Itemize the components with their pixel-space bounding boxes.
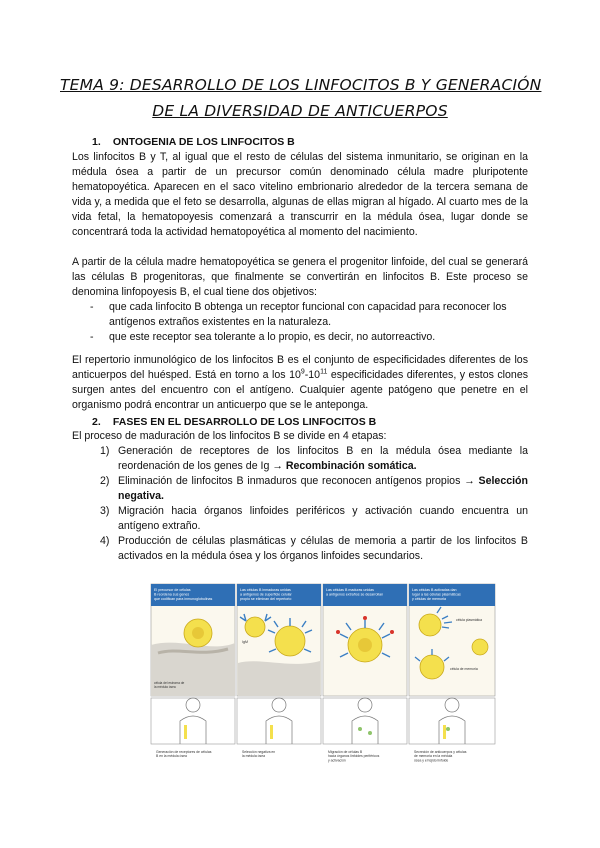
panel-header-text: Las células B maduras unidas a antígenos extraños se desarrollan — [326, 588, 384, 597]
antigen — [390, 630, 394, 634]
b-cell — [472, 639, 488, 655]
section-2-title: FASES EN EL DESARROLLO DE LOS LINFOCITOS B — [112, 416, 377, 428]
figure-panel-4 — [409, 584, 495, 696]
bone-marrow-highlight — [270, 725, 273, 739]
b-cell-development-figure — [150, 583, 496, 773]
list-item: - que este receptor sea tolerante a lo propio, es decir, no autorreactivo. — [90, 331, 436, 343]
superscript: 9 — [300, 368, 305, 376]
figure-panel-1 — [151, 584, 235, 696]
section-2-heading — [92, 416, 376, 428]
list-number: 4) — [100, 535, 110, 547]
figure-panel-3 — [323, 584, 407, 696]
title-line-2: DE LA DIVERSIDAD DE ANTICUERPOS — [152, 102, 448, 120]
section-2-number: 2. — [92, 416, 101, 428]
figure-caption-2: Selección negativa en la médula ósea — [242, 750, 276, 759]
lymphoid-organ — [446, 727, 450, 731]
panel-header-text: Las células B inmaduras unidas a antígenos de superficie celular propio se eliminan del repertorio — [240, 588, 292, 601]
paragraph-text-part: especificidades diferentes, y estos clones surgen antes del encuentro con el antígeno. Cualquier agente patógeno que penetre en el organismo podrá encontrar un anticuerpo que se le anteponga. — [72, 369, 529, 411]
plasma-cell — [419, 614, 441, 636]
figure-caption-3: Migración de células B hacia órganos linfoides periféricos y activación — [328, 750, 380, 763]
stages-list — [72, 444, 528, 564]
antigen — [336, 630, 340, 634]
self-binding-b-cell — [275, 626, 305, 656]
section-1-paragraph-2: A partir de la célula madre hematopoyética se genera el progenitor linfoide, del cual se generará las células B progenitoras, que finalmente se convertirán en linfocitos B. Este proceso se denomina linfopoyesis B, el cual tiene dos objetivos: — [72, 256, 528, 298]
list-item-bold: Recombinación somática. — [285, 460, 417, 472]
stromal-label: célula del estroma de la médula ósea — [154, 681, 185, 689]
lymphoid-organ — [368, 731, 372, 735]
bone-marrow-highlight — [443, 725, 446, 739]
figure-caption-1: Generación de receptores de células B en la médula ósea — [156, 750, 212, 759]
section-1-number: 1. — [92, 136, 101, 148]
paragraph-text-part: El repertorio inmunológico de los linfocitos B es el conjunto de especificidades diferentes de los anticuerpos del huésped. Está en torno a los 10 — [72, 354, 528, 381]
section-2-intro: El proceso de maduración de los linfocitos B se divide en 4 etapas: — [72, 430, 387, 442]
panel-header-text: Las células B activadas dan lugar a las células plasmáticas y células de memoria — [412, 588, 461, 601]
lymphoid-organ — [358, 727, 362, 731]
list-item — [72, 444, 528, 474]
list-item-text: Migración hacia órganos linfoides periféricos y activación cuando encuentra un antígeno extraño. — [118, 505, 528, 532]
immature-b-cell — [245, 617, 265, 637]
memory-cell — [420, 655, 444, 679]
body-panel — [409, 698, 495, 744]
stromal-cell-shape — [238, 661, 320, 696]
list-number: 3) — [100, 505, 110, 517]
list-number: 1) — [100, 445, 110, 457]
superscript: 11 — [320, 368, 328, 376]
title-line-1: TEMA 9: DESARROLLO DE LOS LINFOCITOS B Y GENERACIÓN — [60, 76, 542, 94]
body-panel — [323, 698, 407, 744]
memory-cell-label: célula de memoria — [450, 667, 478, 671]
list-item — [72, 534, 528, 564]
list-item — [72, 474, 528, 504]
plasma-cell-label: célula plasmática — [456, 618, 483, 622]
list-item — [72, 504, 528, 534]
panel-header-text: El precursor de células B reordena sus genes que codifican para inmunoglobulinas — [154, 588, 213, 601]
body-panel — [151, 698, 235, 744]
bone-marrow-highlight — [184, 725, 187, 739]
figure-caption-4: Secreción de anticuerpos y células de memoria en la médula ósea y el tejido linfoide — [414, 750, 467, 763]
nucleus — [192, 627, 204, 639]
section-1-title: ONTOGENIA DE LOS LINFOCITOS B — [112, 136, 295, 148]
section-1-heading — [92, 136, 295, 148]
list-number: 2) — [100, 475, 110, 487]
list-item-text: Eliminación de linfocitos B inmaduros que reconocen antígenos propios → — [118, 475, 479, 487]
objectives-list — [72, 300, 528, 345]
list-item: - que cada linfocito B obtenga un receptor funcional con capacidad para reconocer los antígenos extraños existentes en la naturaleza. — [90, 301, 507, 328]
antigen — [363, 616, 367, 620]
body-panel — [237, 698, 321, 744]
figure-panel-2 — [237, 584, 321, 696]
list-item-bold: Selección negativa. — [118, 475, 528, 502]
section-1-paragraph-1: Los linfocitos B y T, al igual que el resto de células del sistema inmunitario, se originan en la médula ósea a partir de un precursor común denominado célula madre pluripotente hematopoyética. Aparecen en el saco vitelino embrionario alrededor de la tercera semana de vida y, a medida que el feto se desarrolla, algunas de ellas migran al hígado. Al cuarto mes de la vida fetal, la hematopoyesis comenzará a transcurrir en la médula ósea, lugar donde se concentrará toda la actividad hematopoyética al momento del nacimiento. — [72, 151, 528, 238]
list-item-text: que cada linfocito B obtenga un receptor funcional con capacidad para reconocer los antígenos extraños existentes en la naturaleza. — [109, 301, 507, 328]
list-item-text: Producción de células plasmáticas y células de memoria a partir de los linfocitos B activados en la médula ósea y los órganos linfoides secundarios. — [118, 535, 528, 562]
nucleus — [358, 638, 372, 652]
list-item-text: que este receptor sea tolerante a lo propio, es decir, no autorreactivo. — [109, 331, 436, 343]
list-item-text: Generación de receptores de los linfocitos B en la médula ósea mediante la reordenación de los genes de Ig → — [118, 445, 528, 472]
igm-label: IgM — [242, 640, 248, 644]
section-1-paragraph-3 — [72, 353, 528, 413]
paragraph-text-part: -10 — [304, 369, 321, 381]
body-silhouettes-row — [151, 698, 495, 744]
